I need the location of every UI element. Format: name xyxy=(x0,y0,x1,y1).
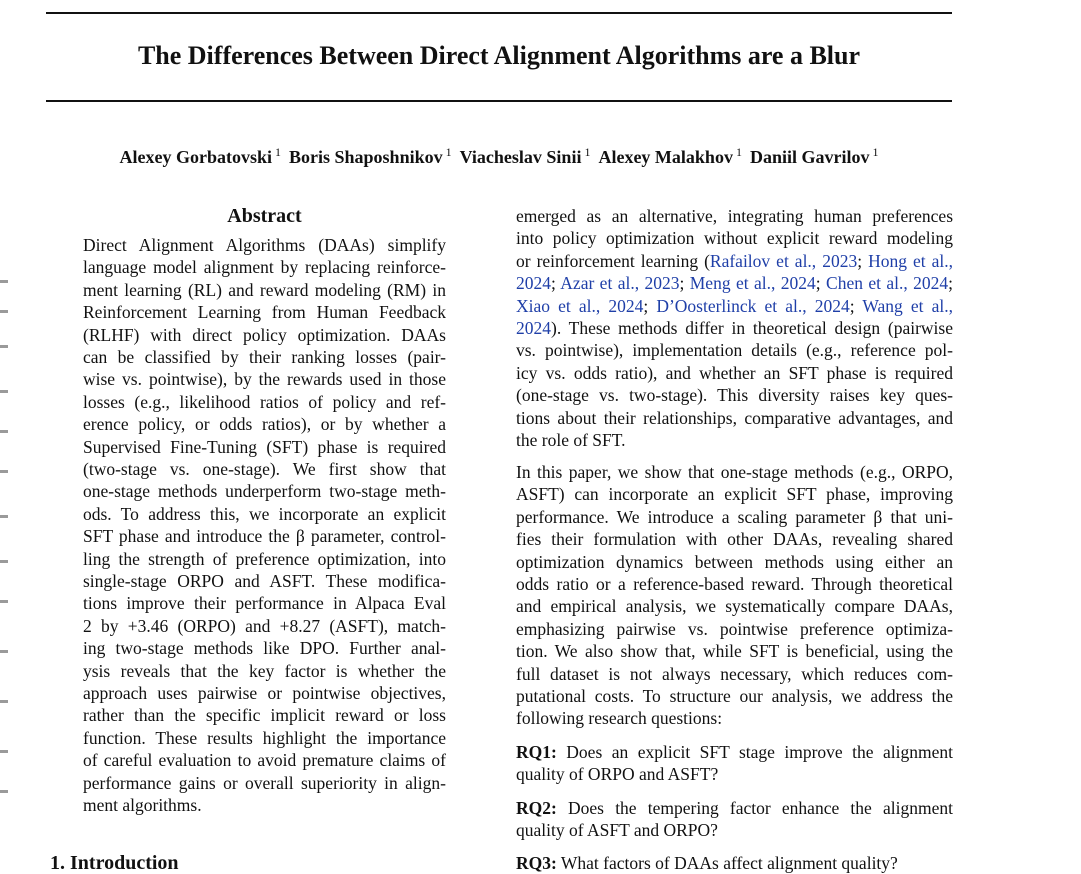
text-line: into policy optimization without explicit reward modeling xyxy=(516,228,953,249)
text-line: RQ3: What factors of DAAs affect alignment quality? xyxy=(516,853,898,873)
text-line: In this paper, we show that one-stage methods (e.g., ORPO, xyxy=(516,462,953,482)
text-line: emerged as an alternative, integrating human preferences xyxy=(516,206,953,226)
text-line: icy vs. odds ratio), and whether an SFT phase is required xyxy=(516,362,953,383)
text-line: can be classified by their ranking losses (pair- xyxy=(83,347,446,367)
affiliation-mark: 1 xyxy=(735,145,742,159)
author-1 xyxy=(120,141,282,168)
citation-link[interactable]: D’Oosterlinck et al., 2024 xyxy=(656,295,850,316)
text-line: ling the strength of preference optimization, into xyxy=(83,548,446,569)
text-line: performance. We introduce a scaling parameter β that uni- xyxy=(516,506,953,527)
text-line: following research questions: xyxy=(516,708,723,729)
text-line: (RLHF) with direct policy optimization. DAAs xyxy=(83,324,446,345)
text-line: Direct Alignment Algorithms (DAAs) simplify xyxy=(83,235,446,255)
text-line: language model alignment by replacing reinforce- xyxy=(83,257,446,278)
paper-title: The Differences Between Direct Alignment Algorithms are a Blur xyxy=(137,41,861,70)
text-line: tions about their relationships, comparative advantages, and xyxy=(516,407,953,428)
text-line: rather than the specific implicit reward or loss xyxy=(83,705,446,726)
arxiv-side-stamp xyxy=(0,270,8,870)
author-2 xyxy=(289,141,452,168)
author-3 xyxy=(460,141,591,168)
citation-link[interactable]: Hong et al., xyxy=(868,250,953,271)
section-heading: 1. Introduction xyxy=(50,852,179,874)
citation-link[interactable]: 2024 xyxy=(516,273,551,294)
text-line: Reinforcement Learning from Human Feedback xyxy=(83,302,446,323)
author-name: Alexey Gorbatovski xyxy=(119,147,273,167)
text-line: erence policy, or odds ratios), or by whether a xyxy=(83,414,446,435)
text-line: putational costs. To structure our analysis, we address the xyxy=(516,686,953,706)
text-line: ing two-stage methods like DPO. Further anal- xyxy=(83,638,446,659)
text-line: (two-stage vs. one-stage). We first show that xyxy=(83,459,446,479)
text-line: performance gains or overall superiority in align- xyxy=(83,772,446,793)
text-line: the role of SFT. xyxy=(516,430,626,450)
text-line: Supervised Fine-Tuning (SFT) phase is required xyxy=(83,436,446,457)
author-4 xyxy=(598,141,742,168)
author-name: Viacheslav Sinii xyxy=(459,147,582,167)
rq-label: RQ1: xyxy=(516,742,557,762)
affiliation-mark: 1 xyxy=(275,145,282,159)
citation-link[interactable]: Wang et al., xyxy=(862,295,953,316)
text-line: odds ratio or a reference-based reward. Through theoretical xyxy=(516,574,953,594)
text-line: approach uses pairwise or pointwise objectives, xyxy=(83,683,446,703)
text-line: RQ2: Does the tempering factor enhance the alignment xyxy=(516,798,953,818)
citation-link[interactable]: Meng et al., 2024 xyxy=(689,273,816,294)
citation-link[interactable]: Xiao et al., 2024 xyxy=(516,295,644,316)
text-line: optimization dynamics between methods using either an xyxy=(516,551,953,572)
abstract-heading: Abstract xyxy=(227,205,302,227)
text-line: 2024; Azar et al., 2023; Meng et al., 2024; Chen et al., 2024; xyxy=(516,273,953,294)
text-line: ment algorithms. xyxy=(83,795,202,815)
rq-label: RQ3: xyxy=(516,853,557,873)
text-line: ment learning (RL) and reward modeling (RM) in xyxy=(83,279,446,300)
text-line: quality of ORPO and ASFT? xyxy=(516,764,719,785)
text-line: 2024). These methods differ in theoretical design (pairwise xyxy=(516,318,953,338)
text-line: losses (e.g., likelihood ratios of policy and ref- xyxy=(83,391,446,412)
text-line: full dataset is not always necessary, which reduces com- xyxy=(516,663,953,684)
text-line: tion. We also show that, while SFT is beneficial, using the xyxy=(516,641,953,662)
text-line: Xiao et al., 2024; D’Oosterlinck et al., 2024; Wang et al., xyxy=(516,295,953,316)
text-line: emphasizing pairwise vs. pointwise preference optimiza- xyxy=(516,618,953,639)
top-rule xyxy=(46,12,952,14)
text-line: tions improve their performance in Alpaca Eval xyxy=(83,593,446,614)
text-line: and empirical analysis, we systematically compare DAAs, xyxy=(516,596,953,617)
author-name: Boris Shaposhnikov xyxy=(289,147,443,167)
text-line: ASFT) can incorporate an explicit SFT phase, improving xyxy=(516,484,953,505)
text-line: one-stage methods underperform two-stage meth- xyxy=(83,481,446,502)
affiliation-mark: 1 xyxy=(872,145,879,159)
citation-link[interactable]: 2024 xyxy=(516,318,551,338)
citation-link[interactable]: Azar et al., 2023 xyxy=(560,273,680,294)
affiliation-mark: 1 xyxy=(445,145,452,159)
text-line: single-stage ORPO and ASFT. These modifica- xyxy=(83,571,446,591)
text-line: ysis reveals that the key factor is whether the xyxy=(83,660,446,681)
text-line: RQ1: Does an explicit SFT stage improve the alignment xyxy=(516,742,953,762)
text-line: of careful evaluation to avoid premature claims of xyxy=(83,750,446,771)
rq-label: RQ2: xyxy=(516,798,557,818)
text-line: 2 by +3.46 (ORPO) and +8.27 (ASFT), match- xyxy=(83,615,446,636)
affiliation-mark: 1 xyxy=(584,145,591,159)
text-line: or reinforcement learning (Rafailov et al., 2023; Hong et al., xyxy=(516,250,953,271)
author-5 xyxy=(750,141,879,168)
author-name: Alexey Malakhov xyxy=(598,147,733,167)
citation-link[interactable]: Chen et al., 2024 xyxy=(826,273,949,294)
text-line: wise vs. pointwise), by the rewards used in those xyxy=(83,369,446,390)
bottom-rule xyxy=(46,100,952,102)
text-line: fies their formulation with other DAAs, revealing shared xyxy=(516,529,953,550)
text-line: function. These results highlight the importance xyxy=(83,727,446,748)
text-line: SFT phase and introduce the β parameter, control- xyxy=(83,526,446,547)
citation-link[interactable]: Rafailov et al., 2023 xyxy=(709,250,858,271)
author-name: Daniil Gavrilov xyxy=(749,147,870,167)
text-line: (one-stage vs. two-stage). This diversity raises key ques- xyxy=(516,385,953,406)
text-line: vs. pointwise), implementation details (e.g., reference pol- xyxy=(516,340,953,361)
text-line: quality of ASFT and ORPO? xyxy=(516,820,718,841)
text-line: ods. To address this, we incorporate an explicit xyxy=(83,503,446,524)
author-list xyxy=(46,141,952,168)
